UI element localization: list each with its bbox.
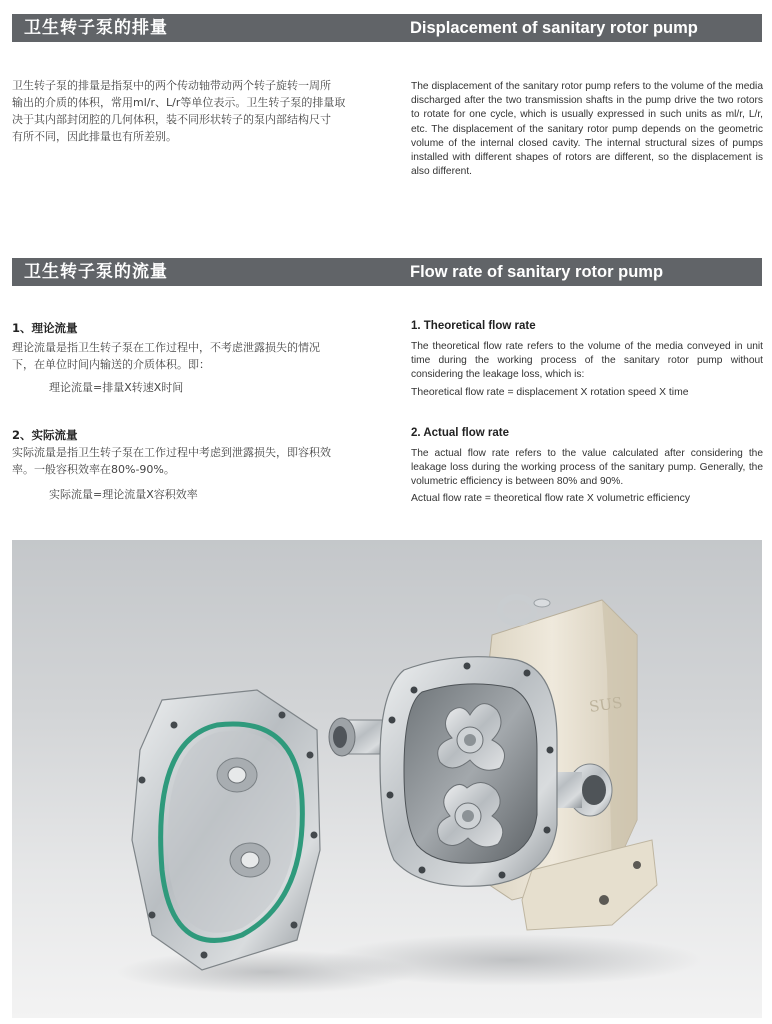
text-line: 率。一般容积效率在80%-90%。 [12,463,175,476]
product-photo [12,540,762,1018]
actual-flow-text-cn [12,444,387,478]
theoretical-flow-text-en: The theoretical flow rate refers to the volume of the media conveyed in unit time during the working process of the sanitary rotor pump without considering the leakage loss, which is: [411,341,763,381]
text-line: 实际流量是指卫生转子泵在工作过程中考虑到泄露损失，即容积效 [12,446,331,459]
text-line: 输出的介质的体积，常用ml/r、L/r等单位表示。卫生转子泵的排量取 [12,96,346,109]
actual-flow-formula-cn: 实际流量=理论流量X容积效率 [49,488,198,501]
text-line: 卫生转子泵的排量是指泵中的两个传动轴带动两个转子旋转一周所 [12,79,331,92]
theoretical-flow-heading-en: 1. Theoretical flow rate [411,320,536,332]
displacement-text-cn [12,77,387,145]
section-header-flow-rate [12,258,762,286]
actual-flow-formula-en: Actual flow rate = theoretical flow rate X volumetric efficiency [411,493,691,504]
section-title-cn: 卫生转子泵的排量 [24,18,168,38]
section-title-en: Flow rate of sanitary rotor pump [410,263,664,281]
lifting-eye [500,597,534,623]
text-line: 下，在单位时间内输送的介质体积。即： [12,358,210,371]
brand-mark: SUS [588,693,624,716]
displacement-text-en: The displacement of the sanitary rotor pump refers to the volume of the media discharged after the two transmission shafts in the pump drive the two rotors to rotate for one cycle, which is usually expressed in such units as ml/r, L/r, etc. The displacement of the sanitary rotor pump depends on the geometric volume of the internal closed cavity. The internal structural sizes of pumps installed with different shapes of rotors are different, so the displacement is also different. [411,81,763,178]
theoretical-flow-heading-cn: 1、理论流量 [12,321,78,335]
theoretical-flow-formula-en: Theoretical flow rate = displacement X rotation speed X time [411,387,689,398]
pump-cover-plate [132,690,320,970]
text-line: 决于其内部封闭腔的几何体积，装不同形状转子的泵内部结构尺寸 [12,113,331,126]
section-header-displacement [12,14,762,42]
rotor-pump-illustration [12,540,762,1018]
rotor-pump-body [329,597,657,930]
actual-flow-heading-cn: 2、实际流量 [12,428,78,442]
actual-flow-heading-en: 2. Actual flow rate [411,427,509,439]
text-line: 有所不同，因此排量也有所差别。 [12,130,177,143]
text-line: 理论流量是指卫生转子泵在工作过程中，不考虑泄露损失的情况 [12,341,320,354]
section-title-cn: 卫生转子泵的流量 [24,262,168,282]
actual-flow-text-en: The actual flow rate refers to the value calculated after considering the leakage loss during the working process of the sanitary pump. Generally, the volumetric efficiency is between 80% and 90%. [411,448,763,488]
theoretical-flow-text-cn [12,339,387,373]
section-title-en: Displacement of sanitary rotor pump [410,19,698,37]
theoretical-flow-formula-cn: 理论流量=排量X转速X时间 [49,381,184,394]
